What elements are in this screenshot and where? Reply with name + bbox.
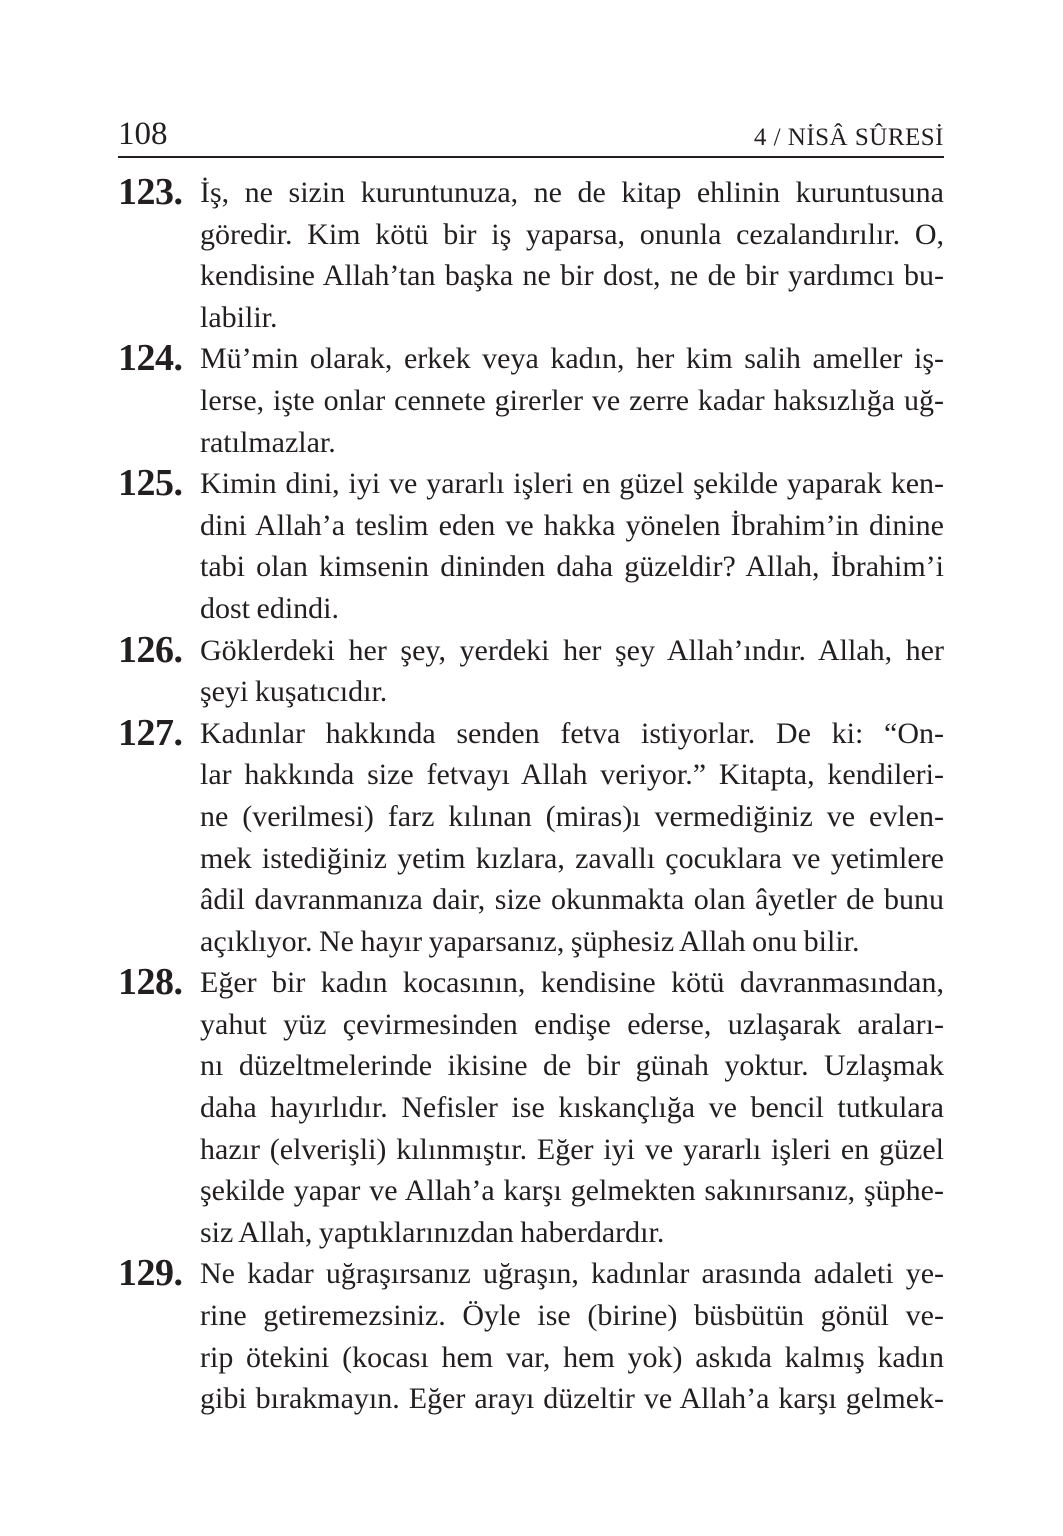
verse-text-line: tabi olan kimsenin dininden daha güzeldir? Allah, İbrahim’i <box>200 550 944 584</box>
verse-text-line: daha hayırlıdır. Nefisler ise kıskançlığa ve bencil tutkulara <box>200 1091 944 1125</box>
verse-text-line: lerse, işte onlar cennete girerler ve zerre kadar haksızlığa uğ- <box>200 383 944 417</box>
verse-text-line: Mü’min olarak, erkek veya kadın, her kim salih ameller iş- <box>200 342 944 376</box>
verse-text-line: gibi bırakmayın. Eğer arayı düzeltir ve Allah’a karşı gelmek- <box>200 1382 944 1416</box>
verse-text-line: rine getiremezsiniz. Öyle ise (birine) büsbütün gönül ve- <box>200 1299 944 1333</box>
verse-text-line: dini Allah’a teslim eden ve hakka yönelen İbrahim’in dinine <box>200 508 944 542</box>
verse-text-line: âdil davranmanıza dair, size okunmakta olan âyetler de bunu <box>200 883 944 917</box>
verse-text-line: açıklıyor. Ne hayır yaparsanız, şüphesiz Allah onu bilir. <box>200 924 860 958</box>
verse-item <box>118 463 944 629</box>
verse-text-line: hazır (elverişli) kılınmıştır. Eğer iyi ve yararlı işleri en güzel <box>200 1132 944 1166</box>
verse-text-line: ratılmazlar. <box>200 425 336 459</box>
verse-text-line: Göklerdeki her şey, yerdeki her şey Allah’ındır. Allah, her <box>200 633 944 667</box>
verse-text-line: yahut yüz çevirmesinden endişe ederse, uzlaşarak araları- <box>200 1007 944 1041</box>
verse-text-line: Kadınlar hakkında senden fetva istiyorlar. De ki: “On- <box>200 716 944 750</box>
verse-text-line: nı düzeltmelerinde ikisine de bir günah yoktur. Uzlaşmak <box>200 1049 944 1083</box>
verse-text-line: şekilde yapar ve Allah’a karşı gelmekten sakınırsanız, şüphe- <box>200 1174 944 1208</box>
verse-text-line: ne (verilmesi) farz kılınan (miras)ı vermediğiniz ve evlen- <box>200 799 944 833</box>
verse-text-line: dost edindi. <box>200 591 339 625</box>
verse-text-line: labilir. <box>200 300 278 334</box>
book-page <box>118 112 944 1420</box>
verse-text-line: şeyi kuşatıcıdır. <box>200 675 388 709</box>
page-number: 108 <box>118 116 168 152</box>
verse-number: 128. <box>118 961 183 1004</box>
verse-text-line: Eğer bir kadın kocasının, kendisine kötü davranmasından, <box>200 966 944 1000</box>
verse-text-line: lar hakkında size fetvayı Allah veriyor.” Kitapta, kendileri- <box>200 758 944 792</box>
verse-text-line: göredir. Kim kötü bir iş yaparsa, onunla cezalandırılır. O, <box>200 217 944 251</box>
verse-text-line: Kimin dini, iyi ve yararlı işleri en güzel şekilde yaparak ken- <box>200 467 944 501</box>
verse-number: 129. <box>118 1252 183 1295</box>
verse-number: 123. <box>118 171 183 213</box>
page-header <box>118 112 944 158</box>
verse-text-line: mek istediğiniz yetim kızlara, zavallı çocuklara ve yetimlere <box>200 841 944 875</box>
running-title: 4 / NİSÂ SÛRESİ <box>753 124 944 151</box>
verse-text-line: Ne kadar uğraşırsanız uğraşın, kadınlar arasında adaleti ye- <box>200 1257 944 1291</box>
verse-number: 125. <box>118 462 183 505</box>
verse-item <box>118 630 944 713</box>
verse-number: 127. <box>118 711 183 754</box>
verse-number: 126. <box>118 628 183 671</box>
verse-text-line: siz Allah, yaptıklarınızdan haberdardır. <box>200 1215 665 1249</box>
verse-item <box>118 713 944 963</box>
verse-text-line: rip ötekini (kocası hem var, hem yok) askıda kalmış kadın <box>200 1340 944 1374</box>
verse-item <box>118 962 944 1253</box>
verse-item <box>118 338 944 463</box>
verse-item <box>118 1253 944 1419</box>
verse-text-line: İş, ne sizin kuruntunuza, ne de kitap ehlinin kuruntusuna <box>200 176 944 209</box>
verse-number: 124. <box>118 337 183 380</box>
verse-list <box>118 172 944 1420</box>
verse-item <box>118 172 944 338</box>
verse-text-line: kendisine Allah’tan başka ne bir dost, ne de bir yardımcı bu- <box>200 259 944 293</box>
